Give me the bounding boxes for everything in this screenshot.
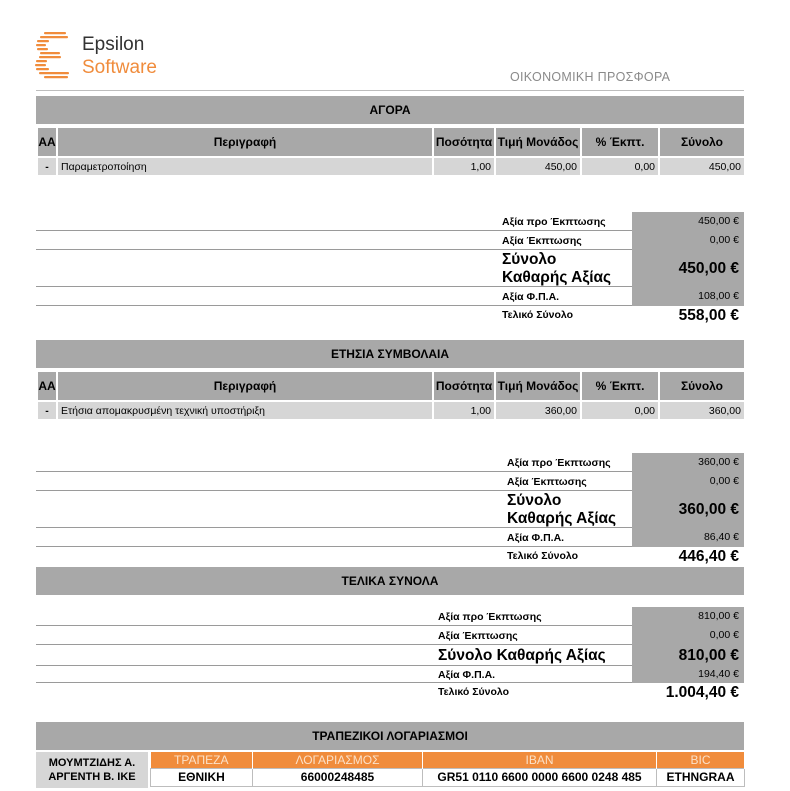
purchase-items-table [36, 126, 746, 177]
bank-name: ΕΘΝΙΚΗ [151, 768, 253, 786]
col-discount-header: % Έκπτ. [581, 371, 659, 401]
discount-value: 0,00 € [632, 472, 744, 491]
col-unit-price-header: Τιμή Μονάδος [495, 127, 581, 157]
account-owner: ΜΟΥΜΤΖΙΔΗΣ Α. ΑΡΓΕΝΤΗ Β. ΙΚΕ [36, 752, 148, 788]
discount-value: 0,00 € [632, 626, 744, 645]
row-unit-price: 450,00 [495, 157, 581, 176]
net-value: 810,00 € [632, 645, 744, 666]
pre-discount-label: Αξία προ Έκπτωσης [507, 457, 611, 469]
pre-discount-value: 810,00 € [632, 607, 744, 626]
logo-text-line1: Epsilon [82, 34, 145, 55]
col-aa-header: ΑΑ [37, 127, 57, 157]
final-total-value: 446,40 € [678, 548, 739, 565]
logo-text-line2: Software [82, 57, 157, 78]
pre-discount-value: 360,00 € [632, 453, 744, 472]
row-description: Ετήσια απομακρυσμένη τεχνική υποστήριξη [57, 401, 433, 420]
totals-row [36, 453, 744, 472]
account-number: 66000248485 [253, 768, 423, 786]
totals-row [36, 472, 744, 491]
pre-discount-label: Αξία προ Έκπτωσης [502, 216, 606, 228]
section-header-purchase: ΑΓΟΡΑ [36, 96, 744, 124]
col-iban-header: IBAN [423, 752, 657, 768]
col-account-header: ΛΟΓΑΡΙΑΣΜΟΣ [253, 752, 423, 768]
vat-label: Αξία Φ.Π.Α. [502, 291, 560, 303]
totals-row [36, 645, 744, 666]
row-aa: - [37, 401, 57, 420]
vat-value: 86,40 € [632, 528, 744, 547]
row-description: Παραμετροποίηση [57, 157, 433, 176]
totals-row [36, 212, 744, 231]
totals-row [36, 666, 744, 683]
section-header-grand-totals: ΤΕΛΙΚΑ ΣΥΝΟΛΑ [36, 567, 744, 595]
totals-row [36, 607, 744, 626]
vat-value: 108,00 € [632, 287, 744, 306]
row-discount: 0,00 [581, 401, 659, 420]
final-total-label: Τελικό Σύνολο [507, 550, 579, 562]
totals-row [36, 250, 744, 287]
col-quantity-header: Ποσότητα [433, 371, 495, 401]
final-total-label: Τελικό Σύνολο [502, 309, 574, 321]
totals-row [36, 287, 744, 306]
table-row [151, 768, 745, 786]
totals-row [36, 626, 744, 645]
epsilon-logo-icon [34, 30, 74, 80]
pre-discount-label: Αξία προ Έκπτωσης [438, 611, 542, 623]
discount-label: Αξία Έκπτωσης [507, 476, 587, 488]
col-total-header: Σύνολο [659, 127, 745, 157]
col-bic-header: BIC [657, 752, 745, 768]
table-row [37, 401, 745, 420]
table-row [37, 157, 745, 176]
net-value: 360,00 € [632, 491, 744, 528]
annual-items-table [36, 370, 746, 421]
row-total: 360,00 [659, 401, 745, 420]
totals-row [36, 547, 744, 567]
title-divider [36, 90, 744, 91]
bic-value: ETHNGRAA [657, 768, 745, 786]
final-total-label: Τελικό Σύνολο [438, 686, 510, 698]
company-logo [34, 30, 174, 82]
discount-label: Αξία Έκπτωσης [438, 630, 518, 642]
row-quantity: 1,00 [433, 401, 495, 420]
col-discount-header: % Έκπτ. [581, 127, 659, 157]
totals-row [36, 683, 744, 703]
net-value-label: Σύνολο Καθαρής Αξίας [502, 251, 612, 286]
totals-row [36, 231, 744, 250]
section-header-annual: ΕΤΗΣΙΑ ΣΥΜΒΟΛΑΙΑ [36, 340, 744, 368]
col-description-header: Περιγραφή [57, 127, 433, 157]
vat-value: 194,40 € [632, 666, 744, 683]
row-quantity: 1,00 [433, 157, 495, 176]
net-value: 450,00 € [632, 250, 744, 287]
table-header-row [37, 371, 745, 401]
vat-label: Αξία Φ.Π.Α. [438, 669, 496, 681]
discount-value: 0,00 € [632, 231, 744, 250]
section-header-bank-accounts: ΤΡΑΠΕΖΙΚΟΙ ΛΟΓΑΡΙΑΣΜΟΙ [36, 722, 744, 750]
bank-header-row [151, 752, 745, 768]
col-bank-header: ΤΡΑΠΕΖΑ [151, 752, 253, 768]
row-discount: 0,00 [581, 157, 659, 176]
net-value-label: Σύνολο Καθαρής Αξίας [438, 647, 606, 664]
totals-row [36, 528, 744, 547]
table-header-row [37, 127, 745, 157]
totals-row [36, 491, 744, 528]
final-total-value: 1.004,40 € [665, 684, 739, 701]
iban-value: GR51 0110 6600 0000 6600 0248 485 [423, 768, 657, 786]
pre-discount-value: 450,00 € [632, 212, 744, 231]
col-description-header: Περιγραφή [57, 371, 433, 401]
row-total: 450,00 [659, 157, 745, 176]
row-aa: - [37, 157, 57, 176]
document-title: ΟΙΚΟΝΟΜΙΚΗ ΠΡΟΣΦΟΡΑ [510, 70, 671, 84]
net-value-label: Σύνολο Καθαρής Αξίας [507, 492, 617, 527]
col-total-header: Σύνολο [659, 371, 745, 401]
final-total-value: 558,00 € [678, 307, 739, 324]
discount-label: Αξία Έκπτωσης [502, 235, 582, 247]
vat-label: Αξία Φ.Π.Α. [507, 532, 565, 544]
col-unit-price-header: Τιμή Μονάδος [495, 371, 581, 401]
col-quantity-header: Ποσότητα [433, 127, 495, 157]
totals-row [36, 306, 744, 326]
col-aa-header: ΑΑ [37, 371, 57, 401]
bank-accounts-table [150, 752, 745, 787]
row-unit-price: 360,00 [495, 401, 581, 420]
